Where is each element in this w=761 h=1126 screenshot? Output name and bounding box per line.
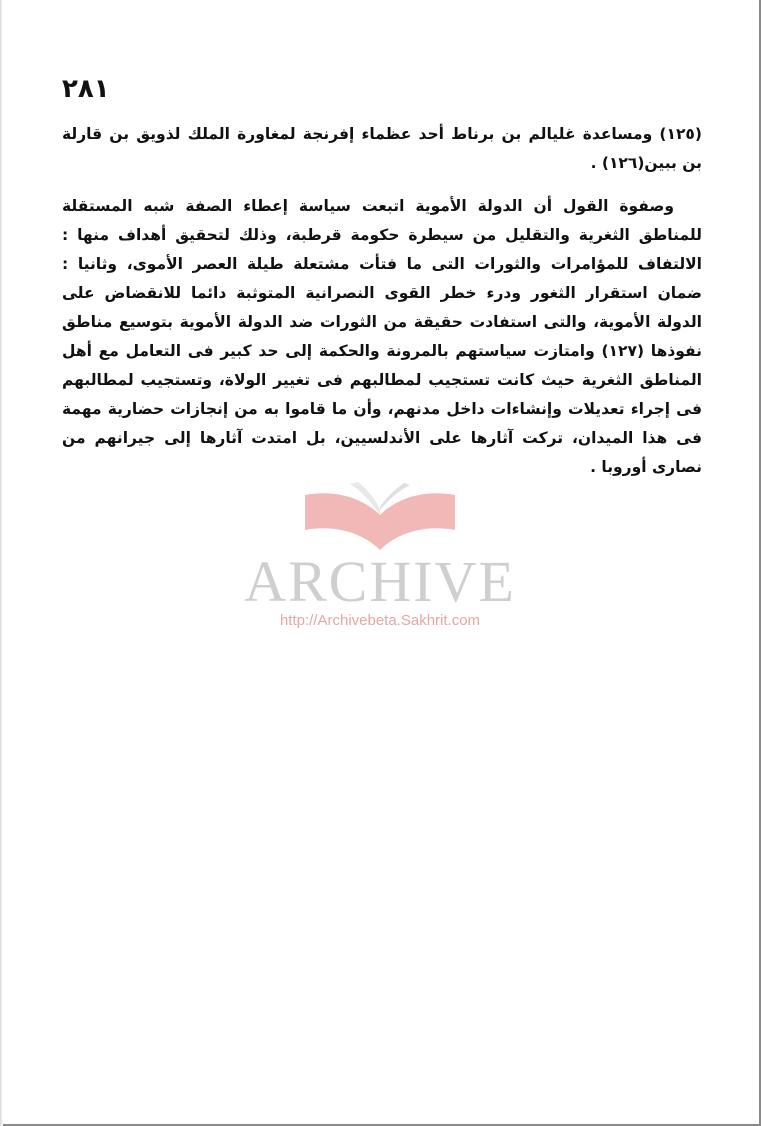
footnote-paragraph: (١٢٥) ومساعدة غليالم بن برناط أحد عظماء إفرنجة لمغاورة الملك لذويق بن قارلة بن ببين(١٢٦) . — [62, 125, 702, 172]
watermark-title: ARCHIVE — [244, 549, 516, 614]
page-number: ٢٨١ — [62, 74, 110, 104]
open-book-icon — [300, 480, 460, 555]
archive-watermark — [230, 480, 530, 640]
page-edge-shadow — [0, 0, 3, 1126]
body-text — [62, 120, 702, 496]
summary-paragraph: وصفوة القول أن الدولة الأموية اتبعت سياسة إعطاء الصفة شبه المستقلة للمناطق الثغرية والتقليل من سيطرة حكومة قرطبة، وذلك لتحقيق أهداف منها : الالتفاف للمؤامرات والثورات التى ما فتأت مشتعلة طيلة العصر الأموى، وثانيا : ضمان استقرار الثغور ودرء خطر القوى النصرانية المتوثبة دائما للانقضاض على الدولة الأموية، والتى استفادت حقيقة من الثورات ضد الدولة الأموية بتوسيع مناطق نفوذها (١٢٧) وامتازت سياستهم بالمرونة والحكمة إلى حد كبير فى التعامل مع أهل المناطق الثغرية حيث كانت تستجيب لمطالبهم فى تغيير الولاة، وتستجيب لمطالبهم فى إجراء تعديلات وإنشاءات داخل مدنهم، وأن ما قاموا به من إنجازات حضارية مهمة فى هذا الميدان، تركت آثارها على الأندلسيين، بل امتدت آثارها إلى جيرانهم من نصارى أوروبا . — [62, 197, 702, 476]
watermark-url: http://Archivebeta.Sakhrit.com — [279, 612, 481, 629]
